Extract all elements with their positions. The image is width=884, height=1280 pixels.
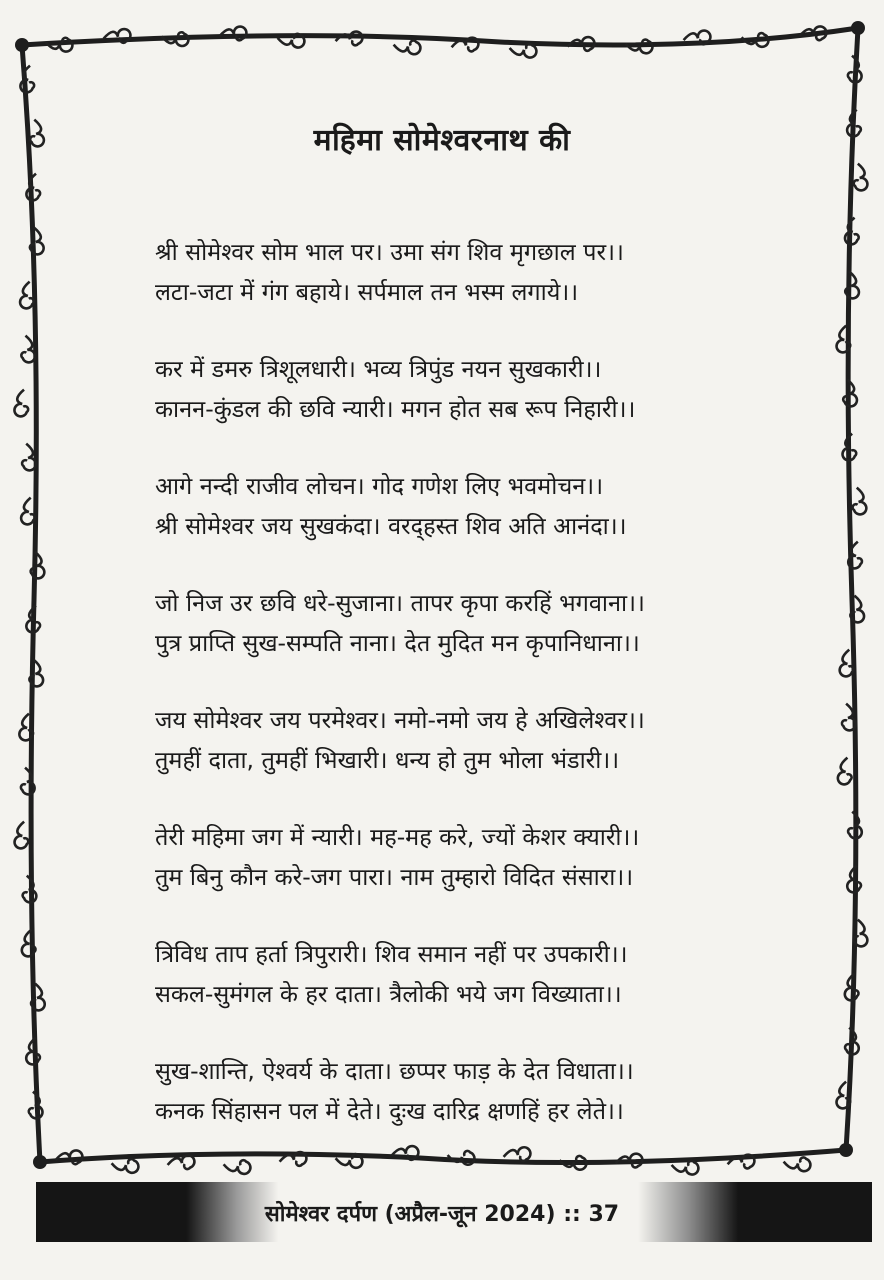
stanza-1 <box>155 232 715 349</box>
stanza-3 <box>155 466 715 583</box>
verse-line: श्री सोमेश्वर जय सुखकंदा। वरद्हस्त शिव अति आनंदा।। <box>155 512 627 540</box>
page-title: महिमा सोमेश्वरनाथ की <box>313 123 571 158</box>
verse-line: जय सोमेश्वर जय परमेश्वर। नमो-नमो जय हे अखिलेश्वर।। <box>155 706 645 734</box>
verse-line: तुमहीं दाता, तुमहीं भिखारी। धन्य हो तुम भोला भंडारी।। <box>155 746 620 774</box>
stanza-6 <box>155 817 715 934</box>
verse-line: सकल-सुमंगल के हर दाता। त्रैलोकी भये जग विख्याता।। <box>155 980 622 1008</box>
verse-line: सुख-शान्ति, ऐश्वर्य के दाता। छप्पर फाड़ के देत विधाता।। <box>155 1057 634 1085</box>
stanza-7 <box>155 934 715 1051</box>
footer-page-info: सोमेश्वर दर्पण (अप्रैल-जून 2024) :: 37 <box>264 1202 620 1227</box>
stanza-5 <box>155 700 715 817</box>
verse-line: आगे नन्दी राजीव लोचन। गोद गणेश लिए भवमोचन।। <box>155 472 604 500</box>
verse-line: कनक सिंहासन पल में देते। दुःख दारिद्र क्षणहिं हर लेते।। <box>155 1097 624 1125</box>
verse-line: तेरी महिमा जग में न्यारी। मह-मह करे, ज्यों केशर क्यारी।। <box>155 823 640 851</box>
stanza-8 <box>155 1051 715 1168</box>
verse-line: श्री सोमेश्वर सोम भाल पर। उमा संग शिव मृगछाल पर।। <box>155 238 624 266</box>
stanza-4 <box>155 583 715 700</box>
verse-line: तुम बिनु कौन करे-जग पारा। नाम तुम्हारो विदित संसारा।। <box>155 863 634 891</box>
verse-list <box>155 232 715 1168</box>
verse-line: कानन-कुंडल की छवि न्यारी। मगन होत सब रूप निहारी।। <box>155 395 636 423</box>
verse-line: त्रिविध ताप हर्ता त्रिपुरारी। शिव समान नहीं पर उपकारी।। <box>155 940 628 968</box>
verse-line: जो निज उर छवि धरे-सुजाना। तापर कृपा करहिं भगवाना।। <box>155 589 645 617</box>
verse-line: कर में डमरु त्रिशूलधारी। भव्य त्रिपुंड नयन सुखकारी।। <box>155 355 602 383</box>
stanza-2 <box>155 349 715 466</box>
verse-line: पुत्र प्राप्ति सुख-सम्पति नाना। देत मुदित मन कृपानिधाना।। <box>155 629 640 657</box>
verse-line: लटा-जटा में गंग बहाये। सर्पमाल तन भस्म लगाये।। <box>155 278 579 306</box>
